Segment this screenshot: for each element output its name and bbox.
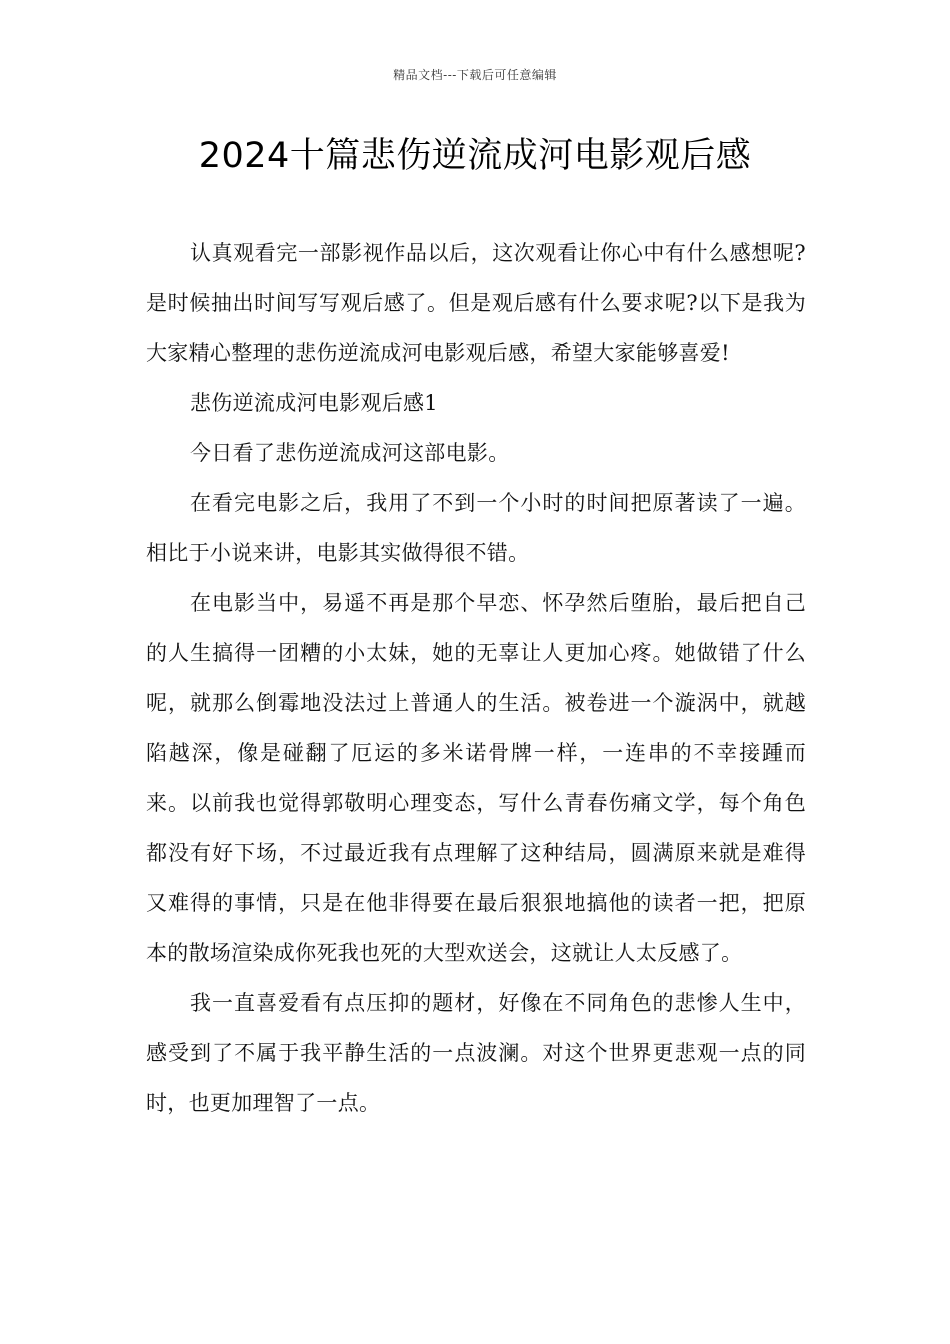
header-note: 精品文档---下载后可任意编辑 [393,68,557,82]
paragraph: 今日看了悲伤逆流成河这部电影。 [190,441,510,465]
document-title: 2024十篇悲伤逆流成河电影观后感 [198,136,752,176]
section-heading: 悲伤逆流成河电影观后感1 [190,391,438,415]
paragraph: 在看完电影之后，我用了不到一个小时的时间把原著读了一遍。相比于小说来讲，电影其实做得很不错。 [146,491,806,565]
paragraph-intro: 认真观看完一部影视作品以后，这次观看让你心中有什么感想呢?是时候抽出时间写写观后感了。但是观后感有什么要求呢?以下是我为大家精心整理的悲伤逆流成河电影观后感，希望大家能够喜爱! [146,241,806,365]
paragraph: 在电影当中，易遥不再是那个早恋、怀孕然后堕胎，最后把自己的人生搞得一团糟的小太妹，她的无辜让人更加心疼。她做错了什么呢，就那么倒霉地没法过上普通人的生活。被卷进一个漩涡中，就越陷越深，像是碰翻了厄运的多米诺骨牌一样，一连串的不幸接踵而来。以前我也觉得郭敬明心理变态，写什么青春伤痛文学，每个角色都没有好下场，不过最近我有点理解了这种结局，圆满原来就是难得又难得的事情，只是在他非得要在最后狠狠地搞他的读者一把，把原本的散场渲染成你死我也死的大型欢送会，这就让人太反感了。 [146,591,806,965]
document-body [146,228,806,1128]
paragraph: 我一直喜爱看有点压抑的题材，好像在不同角色的悲惨人生中，感受到了不属于我平静生活的一点波澜。对这个世界更悲观一点的同时，也更加理智了一点。 [146,991,806,1115]
